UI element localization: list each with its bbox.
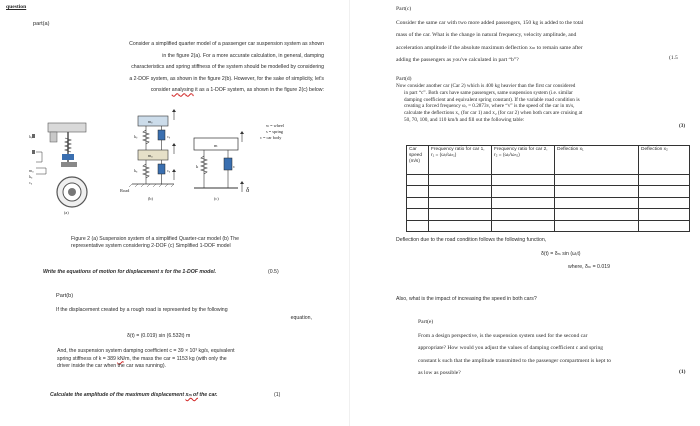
sketch-label-cw: cᵤ [29, 180, 33, 185]
deflection-note: Deflection due to the road condition follows the following function, [396, 237, 547, 243]
deflection-where: where, δₘ = 0.019 [568, 264, 611, 270]
question1-marks: (0.5) [268, 269, 279, 275]
intro-paragraph [33, 39, 324, 97]
table-row [407, 220, 690, 231]
part-c-line: Consider the same car with two more added passengers, 150 kg is added to the total [396, 20, 584, 26]
part-b-line: If the displacement created by a rough road is represented by the following [56, 307, 228, 313]
part-c-line: adding the passengers as you've calculated in part “b”? [396, 57, 519, 64]
intro-line: a 2-DOF system, as shown in the figure 2(b). However, for the sake of simplicity, let's [129, 75, 324, 82]
label-k: k [196, 164, 199, 169]
part-a-label: part(a) [33, 21, 50, 27]
impact-question: Also, what is the impact of increasing the speed in both cars? [396, 296, 537, 302]
label-kw: kᵤ [134, 168, 138, 173]
figure-caption [71, 236, 311, 251]
table-cell[interactable] [407, 197, 429, 208]
params-line: spring stiffness of k = 389 kN/m, the mass the car = 1153 kg (with only the [57, 355, 227, 362]
part-d-line: in part “c”. Both cars have same passengers, same suspension system (i.e. similar [404, 89, 573, 96]
header-ratio-car1: Frequency ratio for car 1, r₁ = (ωᵣ/ωₙ₁) [429, 146, 492, 175]
road-label: Road [120, 188, 130, 193]
typo-word: analysing [171, 87, 194, 94]
caption-line: Figure 2 (a) Suspension system of a simplified Quarter-car model (b) The [71, 236, 239, 242]
typo-symbol: xₘ of [185, 392, 198, 398]
table-cell[interactable] [555, 197, 639, 208]
part-c-paragraph [396, 17, 698, 67]
header-deflection-x1: Deflection x₁ [555, 146, 639, 175]
table-cell[interactable] [429, 209, 492, 220]
table-cell[interactable] [639, 186, 690, 197]
part-d-line: calculate the deflections x₁ (for car 1) and x₂ (for car 2) when both cars are cruising at [404, 110, 583, 117]
table-cell[interactable] [639, 197, 690, 208]
sketch-label-mw: mᵤ [29, 168, 34, 173]
panel-label-b: (b) [148, 196, 153, 201]
table-cell[interactable] [492, 197, 555, 208]
table-cell[interactable] [639, 175, 690, 186]
deflection-equation: δ(t) = δₘ sin (ωᵣt) [541, 251, 581, 257]
intro-line: Consider a simplified quarter model of a passenger car suspension system as shown [129, 41, 324, 47]
suspension-figure [28, 108, 328, 218]
deflection-table [406, 145, 690, 232]
table-cell[interactable] [407, 209, 429, 220]
equation-delta-b: δ(t) = (0.019) sin (6.532t) m [127, 333, 191, 339]
table-cell[interactable] [429, 220, 492, 231]
part-e-line: as low as possible? [418, 369, 461, 376]
typo-unit: kN [117, 355, 124, 362]
section-title: question [6, 4, 27, 10]
table-row [407, 209, 690, 220]
label-cw: cᵤ [167, 168, 171, 173]
table-cell[interactable] [407, 186, 429, 197]
part-e-line: From a design perspective, is the suspension system used for the second car [418, 333, 588, 339]
question-amplitude: Calculate the amplitude of the maximum displacement xₘ of the car. [50, 392, 218, 398]
part-d-label: Part(d) [396, 76, 412, 82]
legend-spring: s = spring [266, 129, 283, 134]
header-ratio-car2: Frequency ratio for car 2, r₂ = (ωᵣ/ωₙ₂) [492, 146, 555, 175]
label-delta: δ [246, 186, 250, 194]
part-e-line: constant k such that the amplitude transmitted to the passenger compartment is kept to [418, 357, 612, 364]
part-b-line: equation, [290, 314, 312, 321]
table-cell[interactable] [429, 175, 492, 186]
intro-line: in the figure 2(a). For a more accurate calculation, in general, damping [162, 52, 324, 59]
part-d-line: Now consider another car (Car 2) which is 400 kg heavier than the first car considered [396, 83, 576, 89]
label-cs: cₛ [167, 134, 171, 139]
table-cell[interactable] [492, 220, 555, 231]
sketch-label-ks: kₛ [29, 134, 33, 139]
header-deflection-x2: Deflection x₂ [639, 146, 690, 175]
suspension-diagram [28, 108, 328, 218]
caption-line: representative system considering 2-DOF (c) Simplified 1-DOF model [71, 243, 231, 250]
panel-label-c: (c) [214, 196, 219, 201]
table-row [407, 186, 690, 197]
part-d-line: creating a forced frequency ωᵣ = 0.2873v, where “v” is the speed of the car in m/s, [404, 103, 575, 110]
intro-line: characteristics and spring stiffness of the system should be modelled by considering [131, 64, 324, 71]
label-m: m [214, 143, 218, 148]
table-cell[interactable] [555, 209, 639, 220]
part-c-line: mass of the car. What is the change in natural frequency, velocity amplitude, and [396, 32, 577, 39]
sketch-label-kw: kᵤ [29, 174, 33, 179]
part-d-marks: (3) [679, 123, 686, 129]
table-cell[interactable] [407, 220, 429, 231]
part-e-label: Part(e) [418, 319, 434, 325]
quarter-car-sketch [32, 123, 87, 207]
label-c: c [233, 164, 235, 169]
table-cell[interactable] [429, 197, 492, 208]
intro-line: consider analysing it as a 1-DOF system, as shown in the figure 2(c) below: [150, 87, 324, 94]
part-b-paragraph [56, 307, 312, 322]
table-header-row [407, 146, 690, 175]
table-cell[interactable] [492, 186, 555, 197]
part-c-line: acceleration amplitude if the absolute maximum deflection xₘ to remain same after [396, 44, 583, 51]
part-b-label: Part(b) [56, 293, 74, 299]
part-e-line: appropriate? How would you adjust the values of damping coefficient c and spring [418, 345, 604, 352]
part-d-line: 50, 70, 100, and 110 km/h and fill out the following table: [404, 116, 525, 123]
one-dof-model [194, 131, 244, 192]
table-cell[interactable] [555, 186, 639, 197]
params-line: And, the suspension system damping coefficient c = 39 × 10³ kg/s, equivalent [57, 348, 235, 354]
table-row [407, 175, 690, 186]
params-line: driver inside the car when the car was running). [57, 363, 166, 370]
question-equations-of-motion: Write the equations of motion for displacement x for the 1-DOF model. [43, 269, 217, 275]
table-cell[interactable] [555, 175, 639, 186]
legend-car-body: c = car body [260, 135, 282, 140]
table-row [407, 197, 690, 208]
legend-wheel: w = wheel [266, 123, 284, 128]
part-e-paragraph [418, 330, 688, 379]
part-c-marks: (1.5 [669, 55, 678, 61]
table-cell[interactable] [429, 186, 492, 197]
page-divider [349, 0, 350, 426]
params-paragraph [57, 348, 313, 371]
panel-label-a: (a) [64, 210, 69, 215]
header-car-speed: Car speed (m/s) [407, 146, 429, 175]
table-cell[interactable] [492, 209, 555, 220]
label-mu: mᵤ [148, 153, 153, 158]
part-d-paragraph [396, 83, 690, 124]
table-cell[interactable] [407, 175, 429, 186]
table-cell[interactable] [639, 209, 690, 220]
part-c-label: Part(c) [396, 6, 412, 12]
table-cell[interactable] [555, 220, 639, 231]
table-cell[interactable] [492, 175, 555, 186]
table-cell[interactable] [639, 220, 690, 231]
label-ms: mₛ [148, 119, 153, 124]
question2-marks: (1) [274, 392, 281, 398]
label-ks: kₛ [134, 134, 138, 139]
part-d-line: damping coefficient and equivalent spring constant). If the variable road condition is [404, 96, 580, 103]
part-e-marks: (1) [679, 369, 686, 375]
